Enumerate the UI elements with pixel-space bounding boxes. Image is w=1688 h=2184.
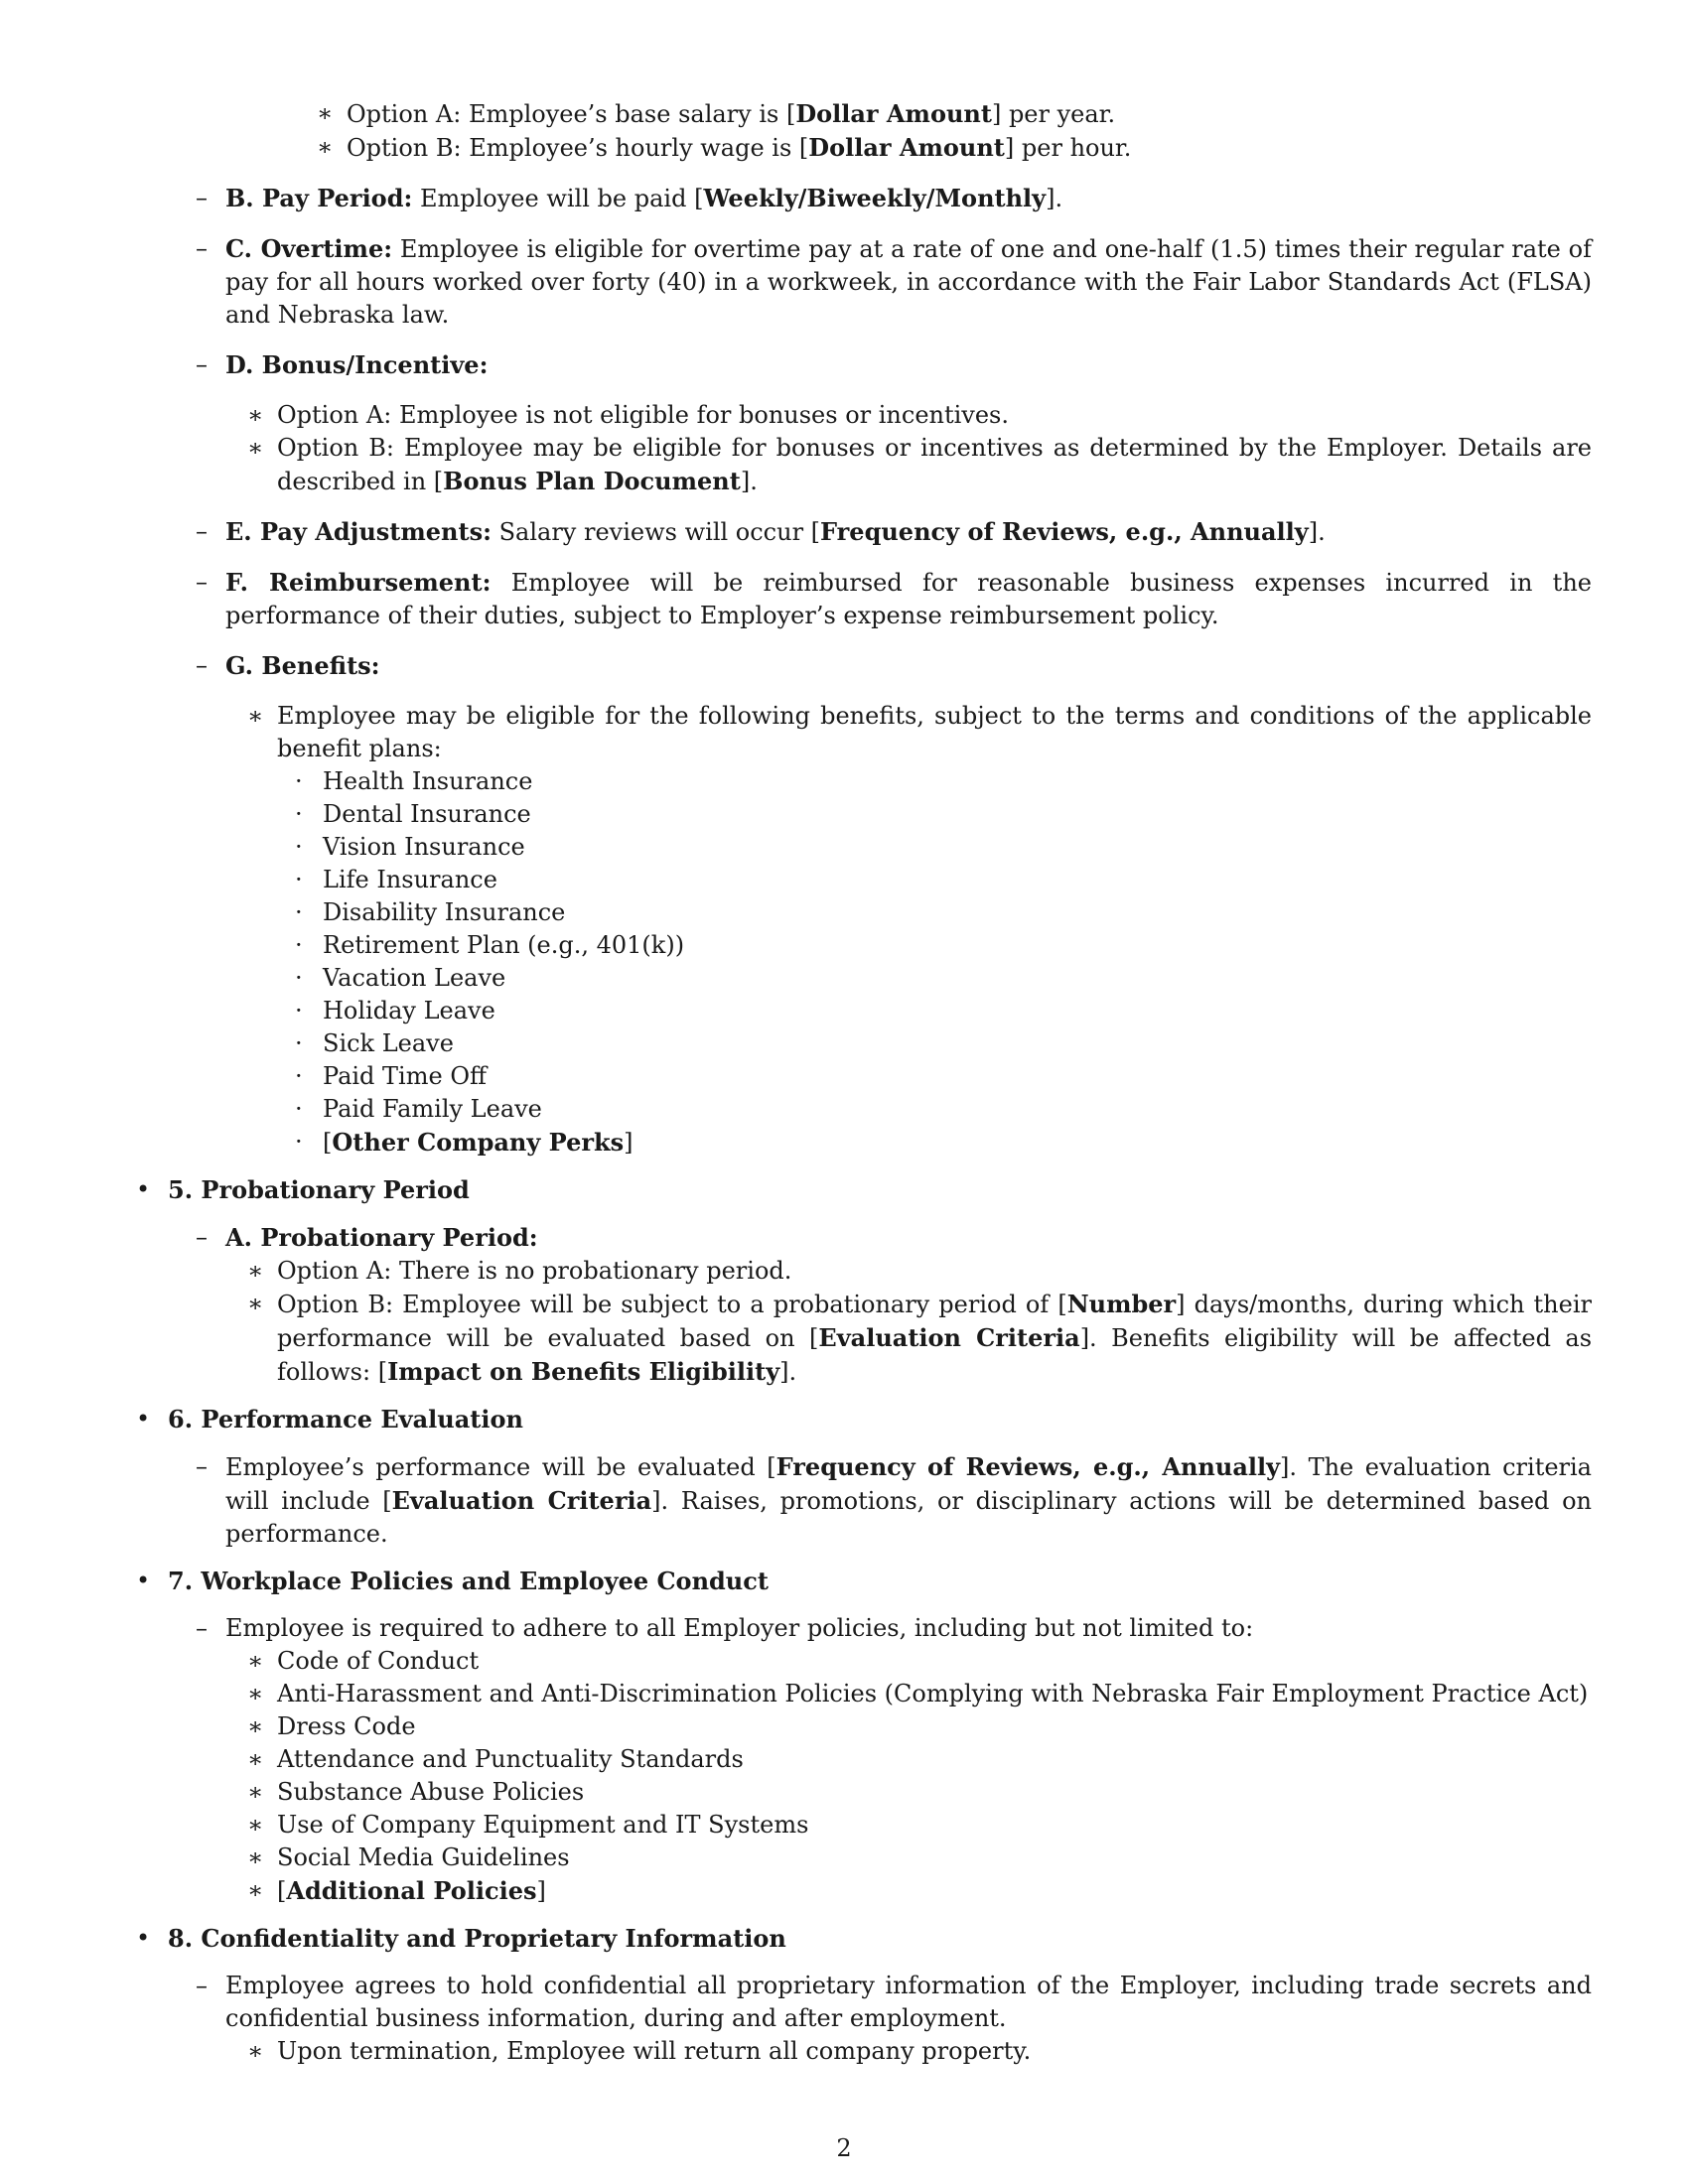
reimbursement-item: – F. Reimbursement: Employee will be reimbursed for reasonable business expenses incurred in the performance of their duties, subject to Employer’s expense reimbursement policy. [196,566,1592,632]
probationary-item: – A. Probationary Period: ∗ Option A: There is no probationary period. ∗ Option B: Employee will be subject to a probationary period of [Number] days/months, during which their performance will be evaluated based on [Evaluation Criteria]. Benefits eligibility will be affected as follows: [Impact on Benefits Eligibility]. [196,1221,1592,1389]
list-item: ∗ Anti-Harassment and Anti-Discrimination Policies (Complying with Nebraska Fair Employment Practice Act) [247,1678,1592,1710]
list-item: ∗ Option B: Employee may be eligible for bonuses or incentives as determined by the Employer. Details are described in [Bonus Plan Document]. [247,432,1592,498]
section-5 [132,1173,1592,1389]
list-item: · Life Insurance [295,864,1592,896]
list-item: ∗ Employee may be eligible for the following benefits, subject to the terms and conditions of the applicable benefit plans: · Health Insurance · Dental Insurance · Vision Insurance · Life Insurance · Disability Insurance · Retirement Plan (e.g., 401(k)) · Vacation Leave · Holiday Leave · Sick Leave · Paid Time Off · Paid Family Leave · [Other Company Perks] [247,700,1592,1160]
list-item: ∗ Substance Abuse Policies [247,1776,1592,1809]
list-item: ∗ Upon termination, Employee will return all company property. [247,2035,1592,2068]
document-body [132,97,1592,2082]
benefits-sublist [277,765,1592,1160]
list-item: · Disability Insurance [295,896,1592,929]
list-item: ∗ Option A: There is no probationary period. [247,1255,1592,1288]
list-item: – Employee’s performance will be evaluated [Frequency of Reviews, e.g., Annually]. The evaluation criteria will include [Evaluation Criteria]. Raises, promotions, or disciplinary actions will be determined based on performance. [196,1450,1592,1551]
list-item: · Paid Family Leave [295,1093,1592,1126]
list-item: · Holiday Leave [295,995,1592,1027]
section-8-items [132,1970,1592,2068]
list-item: – Employee agrees to hold confidential all proprietary information of the Employer, including trade secrets and confidential business information, during and after employment. ∗ Upon termination, Employee will return all company property. [196,1970,1592,2068]
section-6-items [132,1450,1592,1551]
bonus-item: – D. Bonus/Incentive: ∗ Option A: Employee is not eligible for bonuses or incentives. ∗ Option B: Employee may be eligible for bonuses or incentives as determined by the Employer. Details are described in [Bonus Plan Document]. [196,348,1592,498]
list-item: · [Other Company Perks] [295,1126,1592,1160]
section-8 [132,1922,1592,2068]
compensation-options [132,97,1592,165]
bonus-options [225,399,1592,498]
list-item: · Vacation Leave [295,962,1592,995]
list-item: ∗ Option B: Employee’s hourly wage is [Dollar Amount] per hour. [317,131,1592,165]
list-item: ∗ Use of Company Equipment and IT Systems [247,1809,1592,1842]
section-7-items [132,1612,1592,1908]
pay-period-item: – B. Pay Period: Employee will be paid [Weekly/Biweekly/Monthly]. [196,182,1592,215]
section-title: 7. Workplace Policies and Employee Conduct [168,1567,769,1595]
benefits-list [225,700,1592,1160]
pay-adjustments-item: – E. Pay Adjustments: Salary reviews will occur [Frequency of Reviews, e.g., Annually]. [196,515,1592,549]
benefits-item: – G. Benefits: ∗ Employee may be eligible for the following benefits, subject to the terms and conditions of the applicable benefit plans: · Health Insurance · Dental Insurance · Vision Insurance · Life Insurance · Disability Insurance · Retirement Plan (e.g., 401(k)) · Vacation Leave · Holiday Leave · Sick Leave · Paid Time Off · Paid Family Leave · [Other Company Perks] [196,649,1592,1160]
section-title: 8. Confidentiality and Proprietary Information [168,1924,786,1953]
sections-list [132,1173,1592,2068]
section-title: 6. Performance Evaluation [168,1405,523,1433]
section-title: 5. Probationary Period [168,1175,470,1204]
page-number: 2 [836,2134,852,2162]
section-4-continued [132,182,1592,1160]
section-8-sublist [225,2035,1592,2068]
list-item: ∗ Option B: Employee will be subject to a probationary period of [Number] days/months, during which their performance will be evaluated based on [Evaluation Criteria]. Benefits eligibility will be affected as follows: [Impact on Benefits Eligibility]. [247,1288,1592,1389]
section-7 [132,1565,1592,1908]
list-item: · Retirement Plan (e.g., 401(k)) [295,929,1592,962]
list-item: – Employee is required to adhere to all Employer policies, including but not limited to: ∗ Code of Conduct ∗ Anti-Harassment and Anti-Discrimination Policies (Complying with Nebraska Fair Employment Practice Act) ∗ Dress Code ∗ Attendance and Punctuality Standards ∗ Substance Abuse Policies ∗ Use of Company Equipment and IT Systems ∗ Social Media Guidelines ∗ [Additional Policies] [196,1612,1592,1908]
list-item: · Paid Time Off [295,1060,1592,1093]
list-item: ∗ Social Media Guidelines [247,1842,1592,1874]
overtime-item: – C. Overtime: Employee is eligible for overtime pay at a rate of one and one-half (1.5) times their regular rate of pay for all hours worked over forty (40) in a workweek, in accordance with the Fair Labor Standards Act (FLSA) and Nebraska law. [196,232,1592,332]
section-6 [132,1403,1592,1551]
list-item: ∗ Dress Code [247,1710,1592,1743]
list-item: ∗ [Additional Policies] [247,1874,1592,1908]
section-5-items [132,1221,1592,1389]
list-item: · Dental Insurance [295,798,1592,831]
list-item: ∗ Option A: Employee is not eligible for bonuses or incentives. [247,399,1592,432]
probation-options [225,1255,1592,1389]
list-item: · Health Insurance [295,765,1592,798]
list-item: ∗ Option A: Employee’s base salary is [Dollar Amount] per year. [317,97,1592,131]
list-item: ∗ Attendance and Punctuality Standards [247,1743,1592,1776]
policies-list [225,1645,1592,1908]
list-item: · Sick Leave [295,1027,1592,1060]
list-item: ∗ Code of Conduct [247,1645,1592,1678]
list-item: · Vision Insurance [295,831,1592,864]
